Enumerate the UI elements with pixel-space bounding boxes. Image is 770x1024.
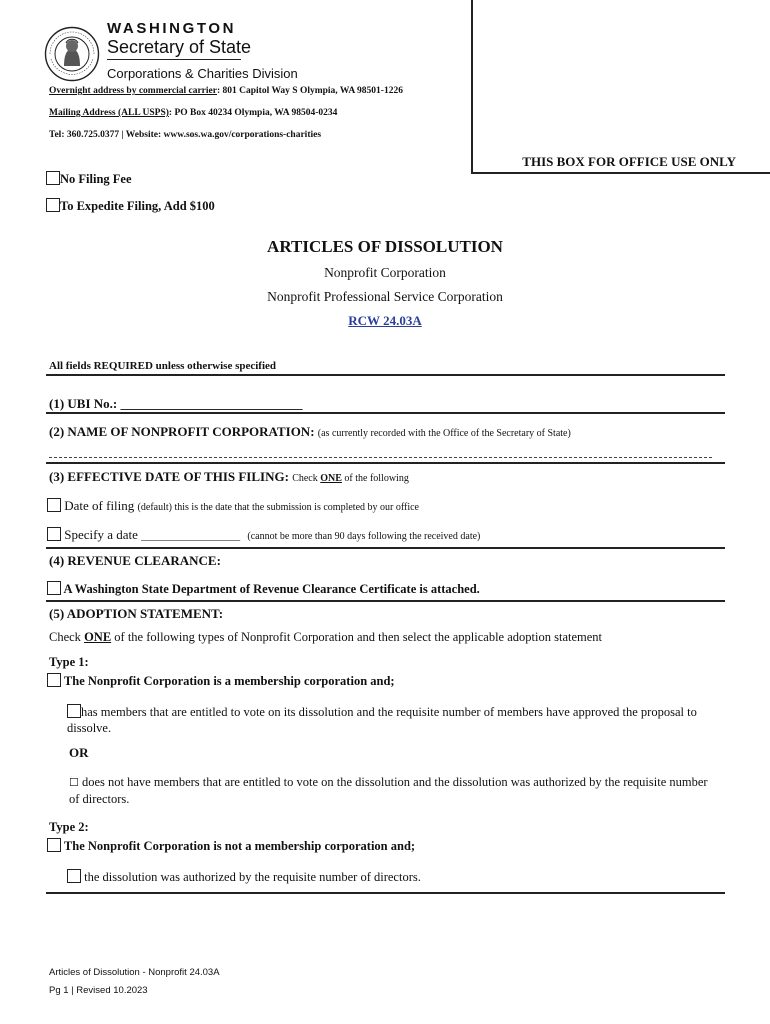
overnight-address xyxy=(49,86,403,96)
division-name: Corporations & Charities Division xyxy=(107,66,298,81)
revenue-label: A Washington State Department of Revenue Clearance Certificate is attached. xyxy=(63,582,480,596)
expedite-label: To Expedite Filing, Add $100 xyxy=(60,199,215,213)
type2-label: Type 2: xyxy=(49,820,89,834)
type2-main: The Nonprofit Corporation is not a membership corporation and; xyxy=(63,839,416,853)
type1-main: The Nonprofit Corporation is a membership corporation and; xyxy=(63,674,395,688)
date-of-filing-label: Date of filing xyxy=(64,498,135,513)
adoption-intro xyxy=(49,630,602,645)
type1-checkbox[interactable] xyxy=(47,673,61,687)
check-one: ONE xyxy=(320,473,342,484)
ubi-field[interactable] xyxy=(49,396,303,412)
date-of-filing-option[interactable] xyxy=(47,498,419,514)
intro-pre: Check xyxy=(49,630,85,644)
revenue-heading: (4) REVENUE CLEARANCE: xyxy=(49,553,221,568)
section-divider xyxy=(46,462,725,464)
org-name: WASHINGTON xyxy=(107,20,237,37)
contact-info: Tel: 360.725.0377 | Website: www.sos.wa.gov/corporations-charities xyxy=(49,130,322,140)
revenue-checkbox[interactable] xyxy=(47,581,61,595)
date-of-filing-note: (default) this is the date that the submission is completed by our office xyxy=(137,502,419,513)
intro-post: of the following types of Nonprofit Corporation and then select the applicable adoption statement xyxy=(111,630,603,644)
specify-date-blank[interactable]: __________________ xyxy=(141,530,241,542)
specify-date-label: Specify a date xyxy=(64,527,138,542)
revenue-option[interactable] xyxy=(47,581,480,597)
name-note: (as currently recorded with the Office of the Secretary of State) xyxy=(317,428,571,439)
type2-option[interactable] xyxy=(47,838,415,854)
footer-form-name: Articles of Dissolution - Nonprofit 24.03A xyxy=(49,967,220,978)
or-separator: OR xyxy=(69,745,89,760)
type1-label: Type 1: xyxy=(49,655,89,669)
rcw-link[interactable]: RCW 24.03A xyxy=(348,313,422,328)
type1-a-checkbox[interactable] xyxy=(67,704,81,718)
mailing-value: : PO Box 40234 Olympia, WA 98504-0234 xyxy=(168,108,338,118)
section-divider xyxy=(46,892,725,894)
form-title: ARTICLES OF DISSOLUTION xyxy=(267,237,503,256)
check-pre: Check xyxy=(292,473,321,484)
intro-one: ONE xyxy=(84,630,112,644)
type2-a-checkbox[interactable] xyxy=(67,869,81,883)
required-note: All fields REQUIRED unless otherwise specified xyxy=(49,360,277,372)
no-fee-checkbox[interactable] xyxy=(46,171,60,185)
date-of-filing-checkbox[interactable] xyxy=(47,498,61,512)
effective-date-heading xyxy=(49,469,409,485)
mailing-address xyxy=(49,108,337,118)
footer-page-info: Pg 1 | Revised 10.2023 xyxy=(49,985,148,996)
section-divider xyxy=(46,547,725,549)
ubi-label: (1) UBI No.: xyxy=(49,396,118,411)
specify-date-note: (cannot be more than 90 days following the received date) xyxy=(247,531,481,542)
name-blank[interactable] xyxy=(49,457,712,458)
header-divider xyxy=(107,59,241,60)
expedite-option[interactable] xyxy=(46,198,215,214)
check-post: of the following xyxy=(341,473,409,484)
section-divider xyxy=(46,374,725,376)
specify-date-checkbox[interactable] xyxy=(47,527,61,541)
no-fee-option[interactable] xyxy=(46,171,132,187)
name-label: (2) NAME OF NONPROFIT CORPORATION: xyxy=(49,424,315,439)
type1-option-a[interactable] xyxy=(67,704,712,736)
overnight-label: Overnight address by commercial carrier xyxy=(49,86,217,96)
type1-option-b[interactable] xyxy=(69,774,714,807)
type2-a-label: the dissolution was authorized by the requisite number of directors. xyxy=(84,870,421,884)
type2-option-a[interactable] xyxy=(67,869,421,885)
name-field xyxy=(49,424,571,440)
office-use-box xyxy=(471,0,770,174)
specify-date-option[interactable] xyxy=(47,527,480,543)
type1-a-label: has members that are entitled to vote on its dissolution and the requisite number of members have approved the proposal to dissolve. xyxy=(67,705,697,735)
no-fee-label: No Filing Fee xyxy=(60,172,132,186)
mailing-label: Mailing Address (ALL USPS) xyxy=(49,108,169,118)
overnight-value: : 801 Capitol Way S Olympia, WA 98501-1226 xyxy=(216,86,403,96)
section-divider xyxy=(46,412,725,414)
org-subname: Secretary of State xyxy=(107,37,252,57)
ubi-blank[interactable]: ____________________________ xyxy=(120,396,303,411)
form-subtitle-2: Nonprofit Professional Service Corporation xyxy=(267,289,503,304)
type1-b-label: does not have members that are entitled to vote on the dissolution and the dissolution was authorized by the requisite number of directors. xyxy=(69,775,708,806)
type1-b-checkbox[interactable]: ☐ xyxy=(69,777,79,789)
form-subtitle-1: Nonprofit Corporation xyxy=(324,265,446,280)
type1-option[interactable] xyxy=(47,673,395,689)
adoption-heading: (5) ADOPTION STATEMENT: xyxy=(49,606,224,621)
state-seal-icon xyxy=(44,26,100,87)
office-use-label: THIS BOX FOR OFFICE USE ONLY xyxy=(522,154,736,169)
effective-date-label: (3) EFFECTIVE DATE OF THIS FILING: xyxy=(49,469,289,484)
section-divider xyxy=(46,600,725,602)
expedite-checkbox[interactable] xyxy=(46,198,60,212)
type2-checkbox[interactable] xyxy=(47,838,61,852)
